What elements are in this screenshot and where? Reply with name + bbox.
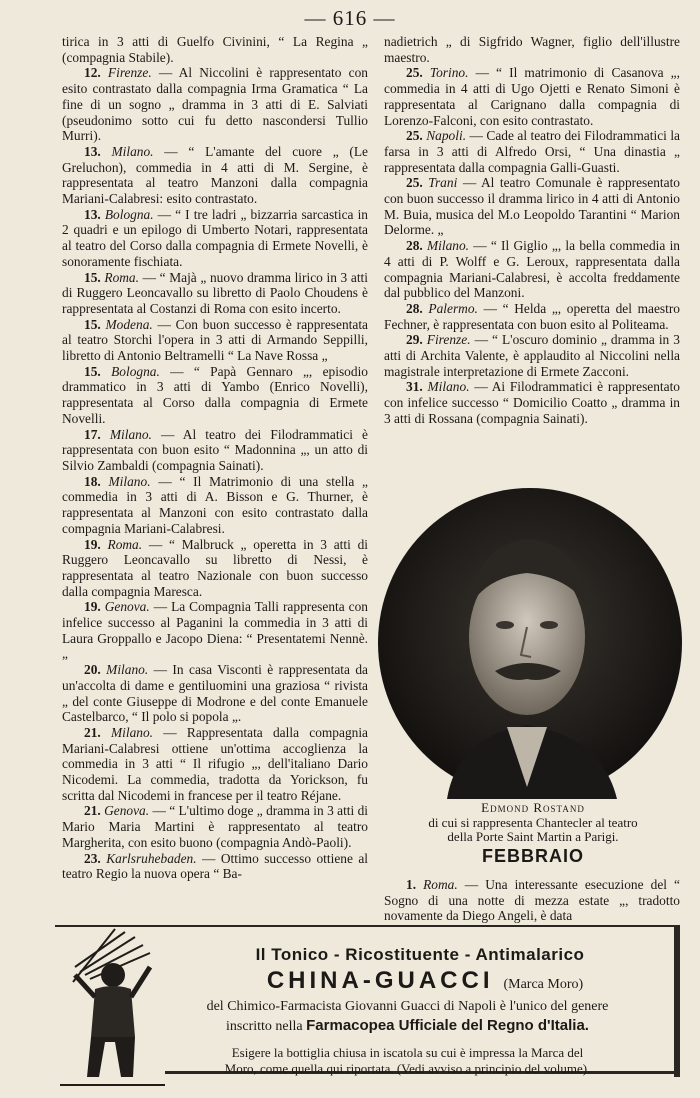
entry-text: — “ L'amante del cuore „ (Le Greluchon), commedia in 4 atti di M. Sergine, è rappresentata al teatro Manzoni dalla compagnia Mariani-Calabresi: esito contrastato. bbox=[62, 143, 368, 207]
entry-text: — “ Il Matrimonio di una stella „ commedia in 3 atti di A. Bisson e G. Thurner, è rappresentata al Manzoni con esito contrastato dalla compagnia Mariani-Calabresi. bbox=[62, 473, 369, 536]
entry-city: Firenze. bbox=[107, 65, 152, 81]
entry-date: 21. bbox=[84, 724, 101, 740]
ad-brand-name: CHINA-GUACCI bbox=[266, 967, 494, 994]
list-item bbox=[384, 332, 680, 379]
entry-city: Firenze. bbox=[426, 332, 471, 348]
entry-date: 15. bbox=[84, 269, 101, 285]
list-item bbox=[384, 65, 680, 128]
entry-date: 13. bbox=[84, 143, 101, 159]
ad-brand-mark: (Marca Moro) bbox=[503, 977, 584, 992]
list-item bbox=[62, 427, 368, 474]
entry-text: — “ Majà „ nuovo dramma lirico in 3 atti di Ruggero Leoncavallo su libretto di Paolo Choudens è rappresentata al Costanzi di Roma con esito incerto. bbox=[62, 269, 368, 316]
entry-city: Torino. bbox=[429, 65, 469, 81]
entry-date: 1. bbox=[406, 877, 417, 892]
entry-date: 19. bbox=[84, 599, 101, 615]
list-item bbox=[62, 474, 368, 537]
entry-date: 15. bbox=[84, 316, 101, 332]
entry-text: — “ Papà Gennaro „, episodio drammatico in 3 atti di Yambo (Enrico Novelli), rappresentata al Corso dalla compagnia di Ermete Novelli. bbox=[62, 363, 368, 426]
entry-date: 20. bbox=[84, 662, 101, 678]
entry-city: Milano. bbox=[111, 724, 154, 740]
entry-city: Napoli. bbox=[426, 128, 467, 144]
list-item bbox=[62, 662, 368, 725]
list-item bbox=[62, 34, 368, 65]
list-item bbox=[62, 803, 368, 850]
entry-text: nadietrich „ di Sigfrido Wagner, figlio dell'illustre maestro. bbox=[384, 34, 680, 65]
entry-city: Karlsruhebaden. bbox=[106, 850, 197, 866]
list-item bbox=[62, 144, 368, 207]
entry-city: Milano. bbox=[427, 379, 470, 395]
list-item bbox=[62, 317, 368, 364]
entry-date: 19. bbox=[84, 536, 101, 552]
entry-text: — “ Il matrimonio di Casanova „, commedia in 4 atti di Ugo Ojetti e Renato Simoni è rappresentata al Carignano dalla compagnia di Lorenzo-Falconi, con esito contrastato. bbox=[384, 65, 680, 128]
entry-text: — Cade al teatro dei Filodrammatici la farsa in 3 atti di Alfredo Orsi, “ Una dinastia „ rappresentata dalla compagnia Galli-Guasti. bbox=[384, 128, 680, 175]
entry-city: Bologna. bbox=[104, 206, 154, 222]
list-item bbox=[384, 128, 680, 175]
portrait-caption bbox=[384, 801, 682, 845]
entry-text: — Ai Filodrammatici è rappresentato con infelice successo “ Domicilio Coatto „ dramma in 3 atti di Rossana (compagnia Sainati). bbox=[384, 379, 680, 426]
entry-date: 28. bbox=[406, 238, 423, 254]
entry-date: 13. bbox=[84, 206, 101, 222]
entry-date: 17. bbox=[84, 426, 101, 442]
entry-text: — Ottimo successo ottiene al teatro Regio la nuova opera “ Ba- bbox=[62, 850, 368, 882]
ad-border-right bbox=[674, 927, 680, 1077]
entry-city: Modena. bbox=[105, 316, 153, 332]
ad-line-1: del Chimico-Farmacista Giovanni Guacci di Napoli è l'unico del genere bbox=[206, 999, 609, 1014]
entry-text: — “ L'ultimo doge „ dramma in 3 atti di Mario Maria Martini è rappresentato al teatro Margherita, con esito buono (compagnia Andò-Paoli). bbox=[62, 803, 368, 850]
entry-date: 12. bbox=[84, 65, 101, 81]
entry-city: Genova. bbox=[104, 803, 150, 819]
ad-line-3: Esigere la bottiglia chiusa in iscatola su cui è impressa la Marca del bbox=[231, 1045, 584, 1060]
ad-line-2-pre: inscritto nella bbox=[226, 1019, 303, 1034]
entry-date: 23. bbox=[84, 850, 101, 866]
entry-city: Milano. bbox=[106, 662, 149, 678]
entry-city: Genova. bbox=[104, 599, 150, 615]
entry-date: 31. bbox=[406, 379, 423, 395]
entry-city: Roma. bbox=[107, 536, 143, 552]
february-entries bbox=[384, 877, 680, 924]
list-item bbox=[62, 65, 368, 144]
entry-text: — Al teatro Comunale è rappresentato con buon successo il dramma lirico in 4 atti di Antonio M. Buia, musica del M.o Leopoldo Tarantini “ Marion Delorme. „ bbox=[384, 175, 680, 238]
entry-city: Roma. bbox=[423, 877, 458, 892]
ad-brand bbox=[195, 967, 655, 995]
ad-line-2-bold: Farmacopea Ufficiale del Regno d'Italia. bbox=[306, 1017, 589, 1034]
page-number: — 616 — bbox=[304, 6, 396, 30]
left-column bbox=[62, 34, 368, 882]
entry-text: — In casa Visconti è rappresentata da un'accolta di dame e gentiluomini una graziosa “ rivista „ del conte Giuseppe di Modrone e del conte Emanuele Castelbarco, “ Il polo si popola „. bbox=[62, 662, 368, 725]
entry-text: — “ Malbruck „ operetta in 3 atti di Ruggero Leoncavallo su libretto di Nessi, è rappresentata al teatro Nazionale con buon successo dalla compagnia Maresca. bbox=[62, 536, 368, 599]
caption-name: Edmond Rostand bbox=[481, 800, 585, 815]
entry-date: 25. bbox=[406, 65, 423, 81]
entry-date: 21. bbox=[84, 803, 101, 819]
entry-city: Milano. bbox=[426, 238, 470, 254]
entry-date: 25. bbox=[406, 128, 423, 144]
entry-text: — “ I tre ladri „ bizzarria sarcastica in 2 quadri e un epilogo di Umberto Notari, rappresentata al teatro del Corso dalla compagnia di Ermete Novelli, è sonoramente fischiata. bbox=[62, 206, 368, 269]
ad-line-4: Moro, come quella qui riportata. (Vedi avviso a principio del volume). bbox=[224, 1061, 591, 1076]
list-item bbox=[62, 851, 368, 882]
entry-text: — “ L'oscuro dominio „ dramma in 3 atti di Archita Valente, è applaudito al Niccolini nella magistrale interpretazione di Ermete Zacconi. bbox=[384, 332, 680, 379]
list-item bbox=[384, 175, 680, 238]
entry-text: — Rappresentata dalla compagnia Mariani-Calabresi ottiene un'ottima accoglienza la commedia in 3 atti “ Il rifugio „, dell'italiano Dario Nicodemi. La commedia, tradotta da Yorickson, fu scritta dal Nicodemi in francese per il teatro Réjane. bbox=[62, 724, 368, 803]
caption-line-1: di cui si rappresenta Chantecler al teatro bbox=[428, 814, 638, 830]
advertisement bbox=[55, 925, 680, 1092]
entry-date: 18. bbox=[84, 473, 101, 489]
entry-text: — Una interessante esecuzione del “ Sogno di una notte di mezza estate „, tradotto novamente da Diego Angeli, è data bbox=[384, 877, 680, 924]
section-heading: FEBBRAIO bbox=[482, 846, 584, 866]
entry-text: — Con buon successo è rappresentata al teatro Storchi l'opera in 3 atti di Armando Seppilli, libretto di Antonio Beltramelli “ La Nave Rossa „ bbox=[62, 316, 368, 364]
entry-date: 29. bbox=[406, 332, 423, 348]
list-item bbox=[384, 238, 680, 301]
entry-city: Milano. bbox=[111, 143, 154, 159]
entry-city: Bologna. bbox=[111, 363, 160, 379]
entry-date: 25. bbox=[406, 175, 423, 191]
list-item bbox=[62, 537, 368, 600]
list-item bbox=[62, 364, 368, 427]
entry-text: — Al Niccolini è rappresentato con esito contrastato dalla compagnia Irma Gramatica “ La fine di un sogno „ dramma in 3 atti di E. Salviati (pseudonimo sotto cui fu detto nascondersi Tullio Murri). bbox=[62, 65, 368, 144]
list-item bbox=[384, 34, 680, 65]
entry-text: — “ Il Giglio „, la bella commedia in 4 atti di P. Wolff e G. Leroux, rappresentata dalla compagnia Mariani-Calabresi, è accolta freddamente dal pubblico del Manzoni. bbox=[384, 238, 680, 301]
right-column bbox=[384, 34, 680, 427]
ad-title: Il Tonico - Ricostituente - Antimalarico bbox=[255, 945, 585, 964]
list-item bbox=[62, 207, 368, 270]
entry-date: 28. bbox=[406, 300, 423, 316]
entry-text: — “ Helda „, operetta del maestro Fechner, è rappresentata con buon esito al Politeama. bbox=[384, 300, 680, 332]
caption-line-2: della Porte Saint Martin a Parigi. bbox=[447, 829, 619, 844]
portrait-photo bbox=[377, 487, 683, 799]
entry-date: 15. bbox=[84, 363, 101, 379]
entry-city: Trani bbox=[428, 175, 458, 191]
list-item bbox=[384, 877, 680, 924]
entry-text: — La Compagnia Talli rappresenta con infelice successo al Paganini la commedia in 3 atti di Laura Groppallo e Jacopo Diena: “ Presentatemi Nennè. „ bbox=[62, 599, 368, 662]
list-item bbox=[62, 599, 368, 662]
entry-city: Palermo. bbox=[428, 300, 478, 316]
entry-city: Milano. bbox=[109, 426, 152, 442]
entry-city: Milano. bbox=[108, 473, 151, 489]
list-item bbox=[384, 301, 680, 332]
list-item bbox=[62, 725, 368, 804]
list-item bbox=[62, 270, 368, 317]
entry-city: Roma. bbox=[104, 269, 139, 285]
ad-line-2 bbox=[160, 1017, 655, 1035]
entry-text: — Al teatro dei Filodrammatici è rappresentata con buon esito “ Madonnina „, un atto di Silvio Zambaldi (compagnia Sainati). bbox=[62, 426, 368, 473]
entry-text: tirica in 3 atti di Guelfo Civinini, “ La Regina „ (compagnia Stabile). bbox=[62, 34, 368, 65]
list-item bbox=[384, 379, 680, 426]
